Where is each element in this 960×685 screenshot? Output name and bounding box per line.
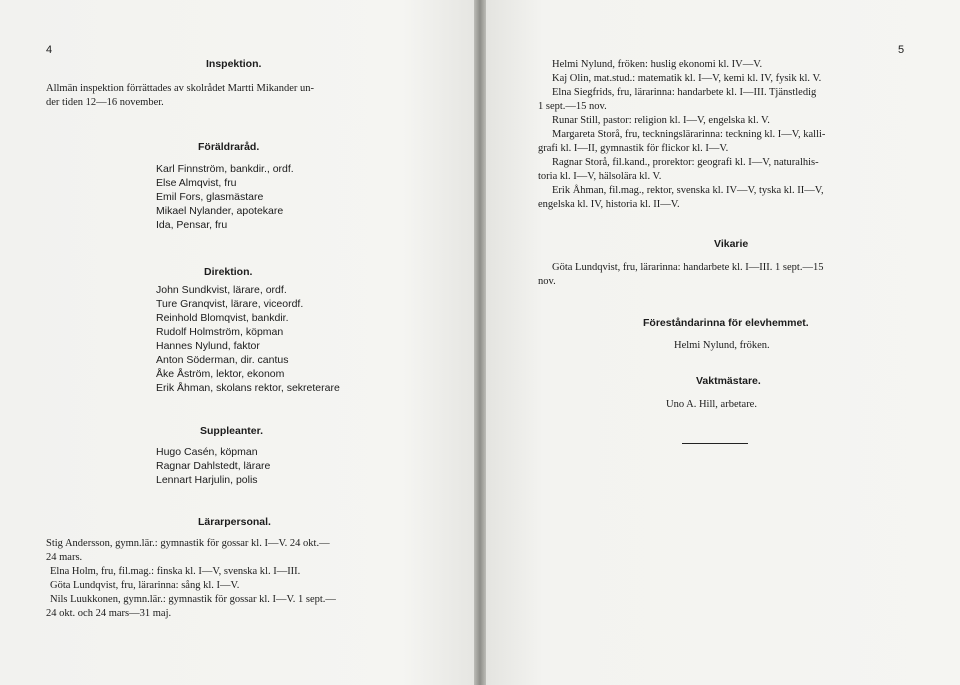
member-line: Emil Fors, glasmästare	[156, 191, 264, 203]
caretaker-name: Uno A. Hill, arbetare.	[666, 399, 757, 410]
section-heading-lararpersonal: Lärarpersonal.	[198, 516, 271, 528]
member-line: Erik Åhman, skolans rektor, sekreterare	[156, 382, 340, 394]
member-line: Hugo Casén, köpman	[156, 446, 258, 458]
inspektion-text: Allmän inspektion förrättades av skolrådet Martti Mikander un-	[46, 83, 314, 94]
teacher-line: 24 mars.	[46, 552, 83, 563]
section-heading-vaktmastare: Vaktmästare.	[696, 375, 761, 387]
member-line: Hannes Nylund, faktor	[156, 340, 260, 352]
substitute-line: Göta Lundqvist, fru, lärarinna: handarbete kl. I—III. 1 sept.—15	[552, 262, 824, 273]
member-line: Rudolf Holmström, köpman	[156, 326, 284, 338]
teacher-line: engelska kl. IV, historia kl. II—V.	[538, 199, 680, 210]
member-line: Karl Finnström, bankdir., ordf.	[156, 163, 294, 175]
teacher-line: Margareta Storå, fru, teckningslärarinna: teckning kl. I—V, kalli-	[552, 129, 826, 140]
member-line: Anton Söderman, dir. cantus	[156, 354, 289, 366]
member-line: Else Almqvist, fru	[156, 177, 237, 189]
teacher-line: Nils Luukkonen, gymn.lär.: gymnastik för gossar kl. I—V. 1 sept.—	[50, 594, 336, 605]
closing-rule	[682, 443, 748, 444]
matron-name: Helmi Nylund, fröken.	[674, 340, 770, 351]
teacher-line: grafi kl. I—II, gymnastik för flickor kl. I—V.	[538, 143, 729, 154]
book-gutter	[474, 0, 486, 685]
teacher-line: Göta Lundqvist, fru, lärarinna: sång kl. I—V.	[50, 580, 240, 591]
member-line: Ture Granqvist, lärare, viceordf.	[156, 298, 304, 310]
member-line: Mikael Nylander, apotekare	[156, 205, 284, 217]
substitute-line: nov.	[538, 276, 556, 287]
section-heading-vikarie: Vikarie	[714, 238, 749, 250]
section-heading-suppleanter: Suppleanter.	[200, 425, 264, 437]
teacher-line: toria kl. I—V, hälsolära kl. V.	[538, 171, 662, 182]
teacher-line: Elna Holm, fru, fil.mag.: finska kl. I—V, svenska kl. I—III.	[50, 566, 301, 577]
member-line: Ragnar Dahlstedt, lärare	[156, 460, 271, 472]
teacher-line: Runar Still, pastor: religion kl. I—V, engelska kl. V.	[552, 115, 770, 126]
section-heading-inspektion: Inspektion.	[206, 58, 262, 70]
right-page	[486, 0, 960, 685]
section-heading-direktion: Direktion.	[204, 266, 253, 278]
member-line: Reinhold Blomqvist, bankdir.	[156, 312, 289, 324]
section-heading-foraldrarad: Föräldraråd.	[198, 141, 260, 153]
member-line: Lennart Harjulin, polis	[156, 474, 258, 486]
teacher-line: Helmi Nylund, fröken: huslig ekonomi kl. IV—V.	[552, 59, 763, 70]
teacher-line: Erik Åhman, fil.mag., rektor, svenska kl. IV—V, tyska kl. II—V,	[552, 185, 824, 196]
member-line: John Sundkvist, lärare, ordf.	[156, 284, 287, 296]
member-line: Åke Åström, lektor, ekonom	[156, 368, 285, 380]
teacher-line: Elna Siegfrids, fru, lärarinna: handarbete kl. I—III. Tjänstledig	[552, 87, 817, 98]
page-number: 5	[898, 44, 905, 56]
teacher-line: 1 sept.—15 nov.	[538, 101, 607, 112]
inspektion-text: der tiden 12—16 november.	[46, 97, 164, 108]
page-number: 4	[46, 44, 53, 56]
teacher-line: 24 okt. och 24 mars—31 maj.	[46, 608, 172, 619]
teacher-line: Ragnar Storå, fil.kand., prorektor: geografi kl. I—V, naturalhis-	[552, 157, 819, 168]
section-heading-forestandarinna: Föreståndarinna för elevhemmet.	[643, 317, 809, 329]
teacher-line: Stig Andersson, gymn.lär.: gymnastik för gossar kl. I—V. 24 okt.—	[46, 538, 330, 549]
member-line: Ida, Pensar, fru	[156, 219, 228, 231]
teacher-line: Kaj Olin, mat.stud.: matematik kl. I—V, kemi kl. IV, fysik kl. V.	[552, 73, 822, 84]
left-page	[0, 0, 474, 685]
